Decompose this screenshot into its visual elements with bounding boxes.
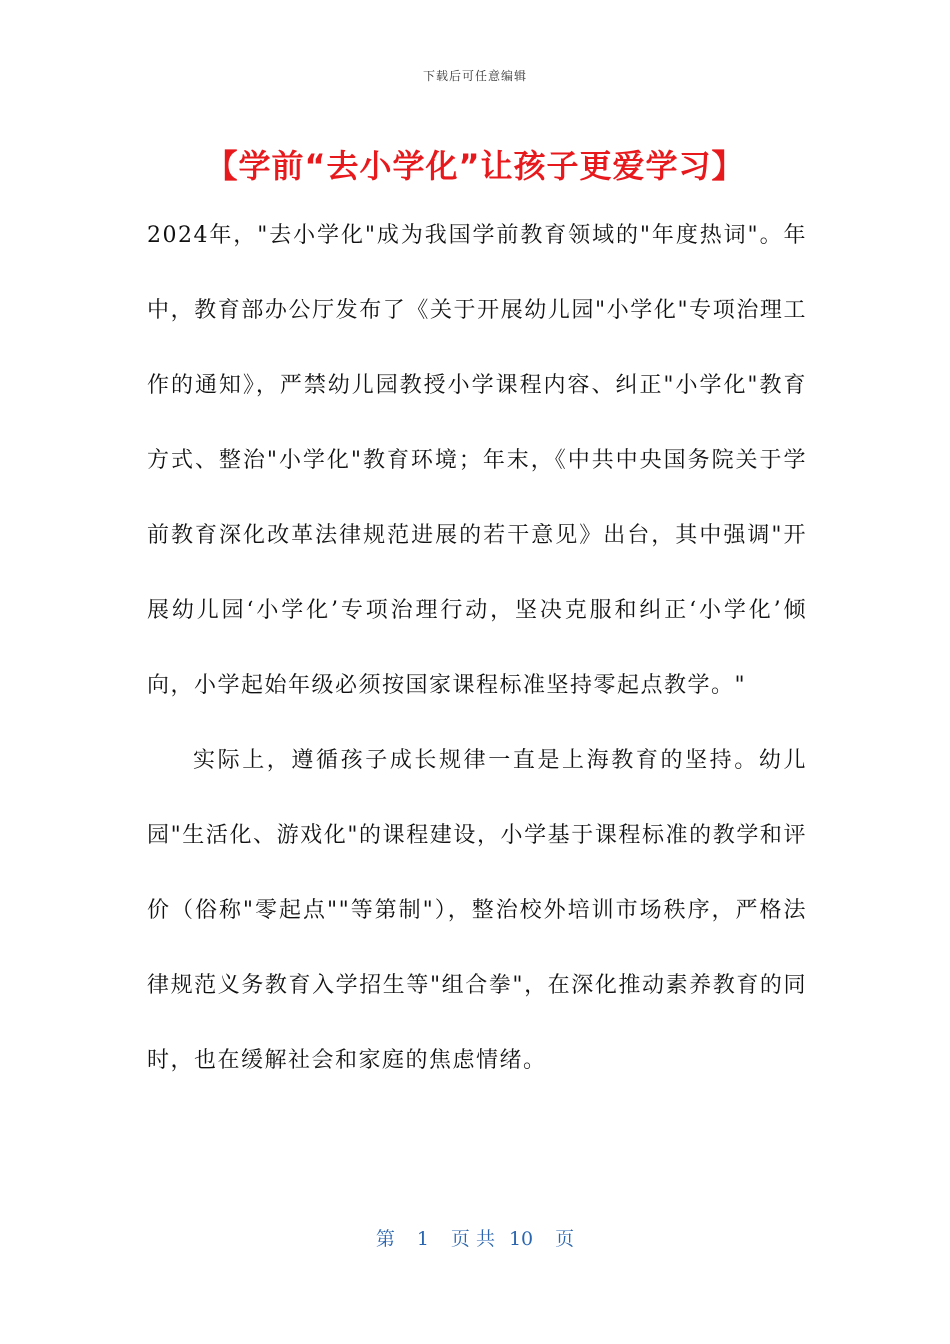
footer-prefix: 第: [375, 1228, 395, 1250]
document-body: [147, 198, 807, 1098]
footer-suffix: 页: [555, 1228, 575, 1250]
page-footer: [0, 1224, 950, 1251]
footer-total-pages: 10: [508, 1228, 534, 1250]
paragraph-2: 实际上，遵循孩子成长规律一直是上海教育的坚持。幼儿园"生活化、游戏化"的课程建设，小学基于课程标准的教学和评价（俗称"零起点""等第制"），整治校外培训市场秩序，严格法律规范义务教育入学招生等"组合拳"，在深化推动素养教育的同时，也在缓解社会和家庭的焦虑情绪。: [147, 748, 807, 1073]
footer-middle: 页 共: [450, 1228, 495, 1250]
document-title: 【学前“去小学化”让孩子更爱学习】: [205, 147, 745, 185]
paragraph-1: 2024年，"去小学化"成为我国学前教育领域的"年度热词"。年中，教育部办公厅发布了《关于开展幼儿园"小学化"专项治理工作的通知》，严禁幼儿园教授小学课程内容、纠正"小学化"教育方式、整治"小学化"教育环境；年末，《中共中央国务院关于学前教育深化改革法律规范进展的若干意见》出台，其中强调"开展幼儿园‘小学化’专项治理行动，坚决克服和纠正‘小学化’倾向，小学起始年级必须按国家课程标准坚持零起点教学。": [147, 223, 807, 698]
footer-current-page: 1: [416, 1228, 429, 1250]
header-note: 下载后可任意编辑: [422, 69, 527, 83]
